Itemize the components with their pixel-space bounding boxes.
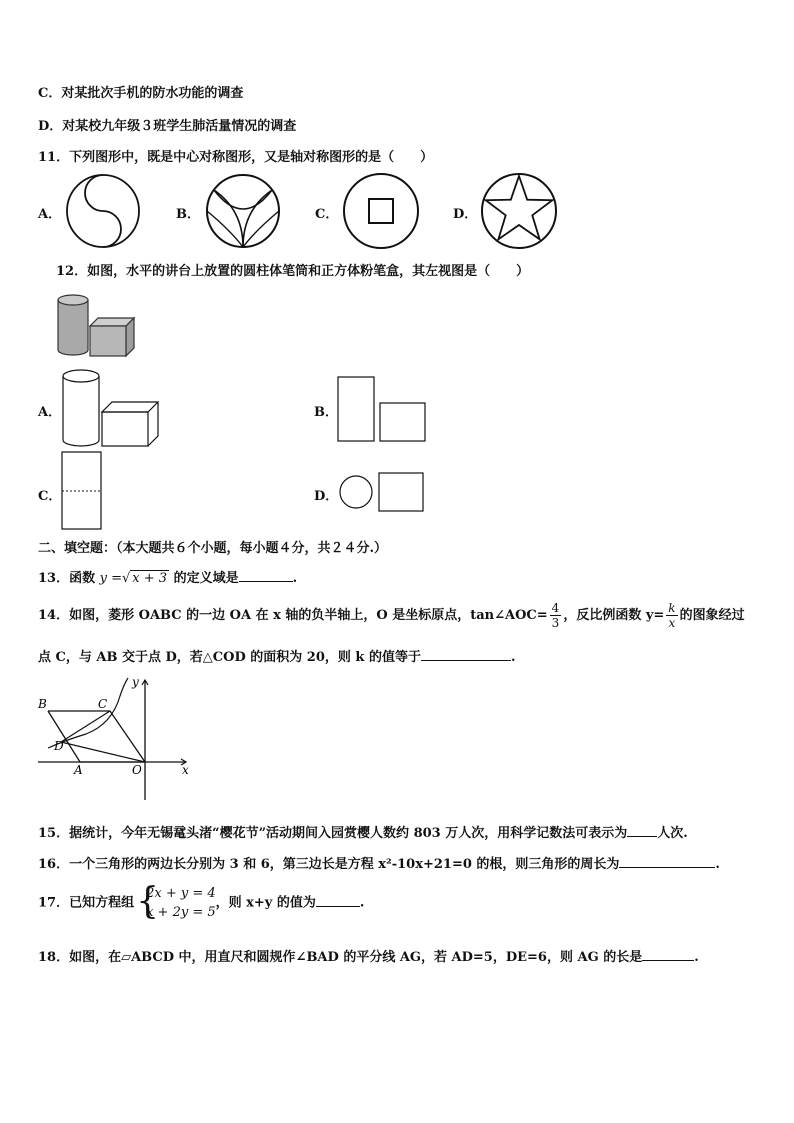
q11-option-b-label: B． [176,207,200,222]
q13-end: . [292,571,298,586]
point-c-label: C [98,697,108,711]
q10-option-c: C．对某批次手机的防水功能的调查 [38,86,244,101]
q12-original-cylinder-cube-icon [54,292,138,358]
q12-option-a-label: A． [38,405,62,420]
q17-eq2: x + 2y = 5 [146,905,216,920]
q13 [38,567,297,586]
left-brace-icon: { [136,881,159,922]
q15-answer-blank[interactable] [627,824,657,837]
q14-coordinate-figure [36,674,196,804]
q14-part2: ，反比例函数 y= [563,608,665,623]
q14-answer-blank[interactable] [421,648,511,661]
q13-suffix: 的定义域是 [173,571,239,586]
q14-tan-fraction [550,601,562,630]
q15-text: 15．据统计，今年无锡鼋头渚“樱花节”活动期间入园赏樱人数约 803 万人次，用科学记数法可表示为 [38,826,628,841]
q11-stem: 11．下列图形中，既是中心对称图形，又是轴对称图形的是（ ） [38,150,434,165]
q10-option-d: D．对某校九年级３班学生肺活量情况的调查 [38,119,297,134]
q12-stem: 12．如图，水平的讲台上放置的圆柱体笔筒和正方体粉笔盒，其左视图是（ ） [56,264,530,279]
sqrt-icon: √ [122,571,131,586]
q16-answer-blank[interactable] [619,855,715,868]
q12-option-b-label: B． [314,405,338,420]
rhombus-oabc [48,711,145,762]
q11-figure-b-three-circles-icon [200,170,286,252]
x-axis-label: x [182,763,189,777]
q13-answer-blank[interactable] [239,569,293,582]
q12-figure-d-circle-square-icon [336,470,428,514]
q14-tan-num: 4 [551,601,560,615]
q11-figure-d-star-circle-icon [478,170,560,252]
q14-part1: 14．如图，菱形 OABC 的一边 OA 在 x 轴的负半轴上，O 是坐标原点，tan∠AOC= [38,608,548,623]
q13-formula-lhs: y = [99,571,122,586]
q17-end: . [359,895,365,911]
q15 [38,822,688,841]
q14-part3: 的图象经过 [679,608,745,623]
q16-end: . [715,857,720,872]
q13-formula-radicand: x + 3 [132,571,168,586]
q12-figure-a-3d-icon [60,366,162,450]
q18 [38,946,699,965]
q11-option-c-label: C． [315,207,339,222]
section-2-title: 二、填空题：（本大题共６个小题，每小题４分，共２４分.） [38,541,388,556]
q17-suffix: ，则 x+y 的值为 [215,895,316,911]
q14-end: . [510,650,516,665]
point-b-label: B [38,697,47,711]
q18-text: 18．如图，在▱ABCD 中，用直尺和圆规作∠BAD 的平分线 AG，若 AD=5，DE=6，则 AG 的长是 [38,950,643,965]
q11-option-a-label: A． [38,207,62,222]
q11-figure-a-yinyang-icon [64,172,142,250]
q14-line2 [38,646,515,665]
q15-end: 人次. [657,826,688,841]
q17-eq1: 2x + y = 4 [146,886,216,901]
q17 [38,881,365,922]
q18-end: . [694,950,699,965]
q14-k-den: x [668,616,676,630]
point-d-label: D [54,739,64,753]
q14-k-fraction [666,601,677,630]
segment-cd [61,711,110,742]
q11-figure-c-circle-square-icon [340,170,422,252]
q12-option-d-label: D． [314,489,339,504]
y-axis-label: y [132,675,139,689]
q17-equation-system [136,881,216,922]
q16-text: 16．一个三角形的两边长分别为 3 和 6，第三边长是方程 x²-10x+21=0 的根，则三角形的周长为 [38,857,620,872]
q16 [38,853,720,872]
q12-option-c-label: C． [38,489,62,504]
q17-prefix: 17．已知方程组 [38,895,135,911]
q18-answer-blank[interactable] [642,948,694,961]
q11-option-d-label: D． [453,207,478,222]
q13-prefix: 13．函数 [38,571,96,586]
q14-tan-den: 3 [551,616,560,630]
hyperbola-curve [48,678,128,748]
point-a-label: A [74,763,83,777]
q14-k-num: k [668,601,676,615]
q14-line1 [38,601,745,630]
q12-figure-c-rect-dashed-icon [60,450,104,532]
q17-answer-blank[interactable] [316,894,360,907]
q12-figure-b-two-rects-icon [336,375,428,443]
q14-line2-text: 点 C，与 AB 交于点 D，若△COD 的面积为 20，则 k 的值等于 [38,650,421,665]
point-o-label: O [132,763,142,777]
